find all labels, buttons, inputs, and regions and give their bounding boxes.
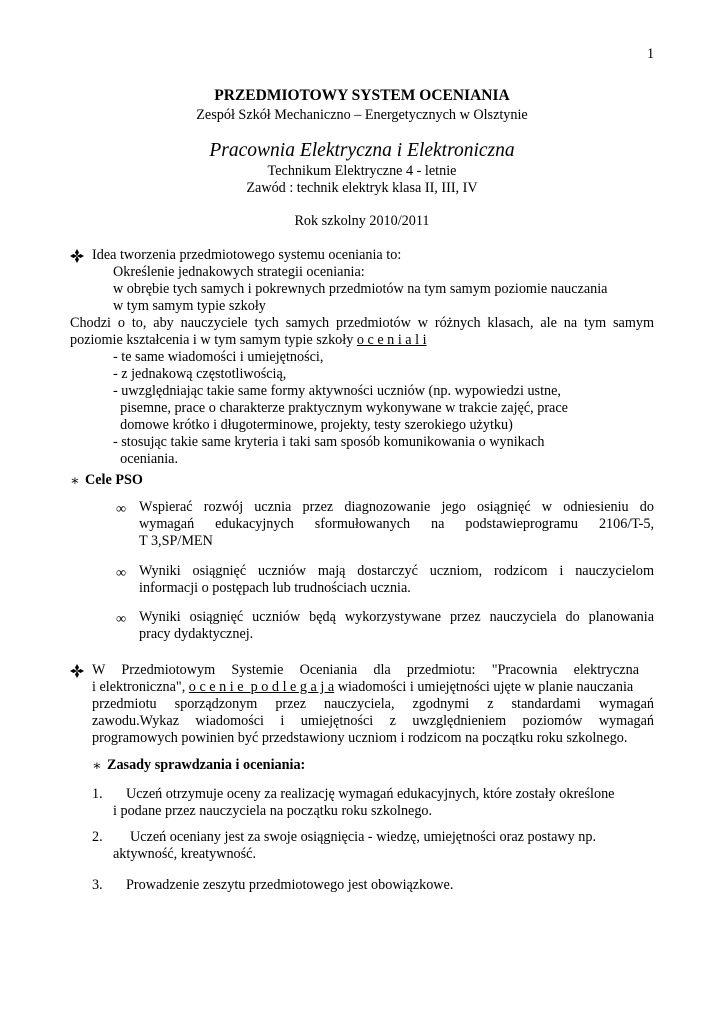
idea-intro: Idea tworzenia przedmiotowego systemu oceniania to: xyxy=(92,247,402,263)
idea-paragraph-line: Chodzi o to, aby nauczyciele tych samych przedmiotów w różnych klasach, ale na tym samym xyxy=(70,315,654,331)
school-year: Rok szkolny 2010/2011 xyxy=(294,213,430,229)
idea-line: Określenie jednakowych strategii oceniania: xyxy=(113,264,365,280)
rule-line: aktywność, kreatywność. xyxy=(113,846,257,862)
goal-line: wymagań edukacyjnych sformułowanych na podstawieprogramu 2106/T-5, xyxy=(139,516,654,532)
pso-line: zawodu.Wykaz wiadomości i umiejętności z uwzględnieniem poziomów wymagań xyxy=(92,713,654,729)
idea-dash-line: - te same wiadomości i umiejętności, xyxy=(113,349,324,365)
diamond-bullet-icon xyxy=(70,664,84,678)
star-bullet-icon: ∗ xyxy=(92,758,102,774)
infinity-bullet-icon: ∞ xyxy=(116,611,127,627)
subject-title: Pracownia Elektryczna i Elektroniczna xyxy=(209,140,515,161)
underlined-ocenie-podlegaja: o c e n i e p o d l e g a j a xyxy=(188,679,335,695)
pso-line: programowych powinien być przedstawiony uczniom i rodzicom na początku roku szkolnego. xyxy=(92,730,628,746)
pso-line: i elektroniczna", o c e n i e p o d l e g a j a wiadomości i umiejętności ujęte w planie nauczania xyxy=(92,679,634,695)
rule-line: i podane przez nauczyciela na początku roku szkolnego. xyxy=(113,803,433,819)
infinity-bullet-icon: ∞ xyxy=(116,565,127,581)
profession: Zawód : technik elektryk klasa II, III, IV xyxy=(246,180,478,196)
page-number: 1 xyxy=(647,46,655,62)
goal-line: pracy dydaktycznej. xyxy=(139,626,254,642)
idea-dash-line: - z jednakową częstotliwością, xyxy=(113,366,287,382)
pso-line: W Przedmiotowym Systemie Oceniania dla przedmiotu: "Pracownia elektryczna xyxy=(92,662,639,678)
idea-dash-line: pisemne, prace o charakterze praktycznym wykonywane w trakcie zajęć, prace xyxy=(113,400,568,416)
rules-heading: Zasady sprawdzania i oceniania: xyxy=(107,757,306,773)
rule-number: 2. xyxy=(92,829,103,845)
school-name: Zespół Szkół Mechaniczno – Energetycznych w Olsztynie xyxy=(196,107,528,123)
rule-line: Uczeń otrzymuje oceny za realizację wymagań edukacyjnych, które zostały określone xyxy=(126,786,615,802)
rule-line: Prowadzenie zeszytu przedmiotowego jest obowiązkowe. xyxy=(126,877,454,893)
goal-line: Wyniki osiągnięć uczniów mają dostarczyć uczniom, rodzicom i nauczycielom xyxy=(139,563,654,579)
rule-number: 1. xyxy=(92,786,103,802)
underlined-oceniali: o c e n i a l i xyxy=(356,332,427,348)
idea-dash-line: oceniania. xyxy=(113,451,178,467)
pso-line: przedmiotu sporządzonym przez nauczyciela, zgodnymi z standardami wymagań xyxy=(92,696,654,712)
document-title: PRZEDMIOTOWY SYSTEM OCENIANIA xyxy=(214,87,510,104)
goals-heading: Cele PSO xyxy=(85,472,143,488)
idea-paragraph-line: poziomie kształcenia i w tym samym typie szkoły o c e n i a l i xyxy=(70,332,427,348)
goal-line: Wspierać rozwój ucznia przez diagnozowanie jego osiągnięć w odniesieniu do xyxy=(139,499,654,515)
idea-line: w obrębie tych samych i pokrewnych przedmiotów na tym samym poziomie nauczania xyxy=(113,281,608,297)
goal-line: informacji o postępach lub trudnościach ucznia. xyxy=(139,580,411,596)
star-bullet-icon: ∗ xyxy=(70,473,80,489)
goal-line: T 3,SP/MEN xyxy=(139,533,213,549)
rule-line: Uczeń oceniany jest za swoje osiągnięcia - wiedzę, umiejętności oraz postawy np. xyxy=(130,829,597,845)
infinity-bullet-icon: ∞ xyxy=(116,501,127,517)
diamond-bullet-icon xyxy=(70,249,84,263)
idea-dash-line: domowe krótko i długoterminowe, projekty, testy szerokiego użytku) xyxy=(113,417,513,433)
rule-number: 3. xyxy=(92,877,103,893)
idea-dash-line: - stosując takie same kryteria i taki sam sposób komunikowania o wynikach xyxy=(113,434,545,450)
idea-line: w tym samym typie szkoły xyxy=(113,298,266,314)
goal-line: Wyniki osiągnięć uczniów będą wykorzystywane przez nauczyciela do planowania xyxy=(139,609,654,625)
school-type: Technikum Elektryczne 4 - letnie xyxy=(267,163,457,179)
idea-dash-line: - uwzględniając takie same formy aktywności uczniów (np. wypowiedzi ustne, xyxy=(113,383,561,399)
